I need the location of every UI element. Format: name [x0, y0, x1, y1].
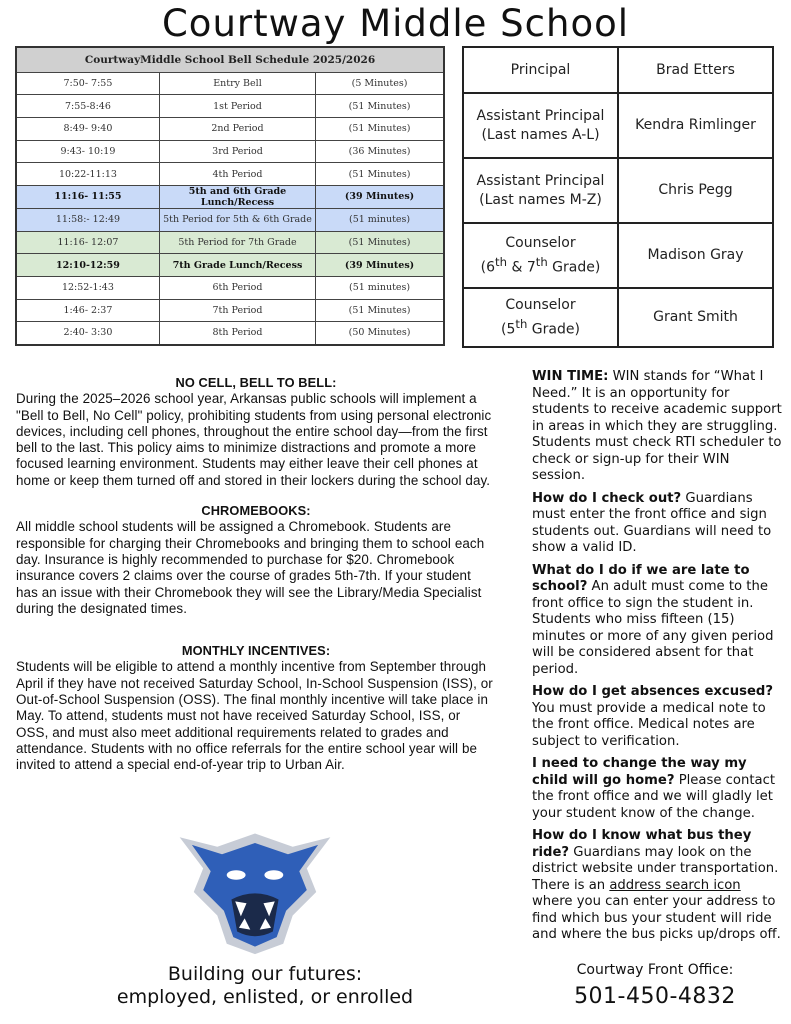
schedule-duration: (39 Minutes)	[316, 254, 444, 277]
faq-column	[532, 369, 782, 950]
schedule-period: 7th Grade Lunch/Recess	[159, 254, 315, 277]
schedule-row	[16, 117, 444, 140]
schedule-time: 12:52-1:43	[16, 277, 159, 300]
bell-schedule-table	[15, 46, 445, 346]
faq-item: How do I know what bus they ride? Guardians may look on the district website under transportation. There is an address search icon where you can enter your address to find which bus your student will ride and where the bus picks up/drops off.	[532, 828, 781, 942]
schedule-time: 2:40- 3:30	[16, 322, 159, 345]
schedule-time: 12:10-12:59	[16, 254, 159, 277]
staff-role: Assistant Principal (Last names M-Z)	[463, 158, 618, 223]
schedule-row	[16, 208, 444, 231]
staff-name: Brad Etters	[618, 47, 773, 93]
staff-role: Counselor (5th Grade)	[463, 288, 618, 347]
staff-role: Counselor (6th & 7th Grade)	[463, 223, 618, 288]
schedule-time: 11:16- 11:55	[16, 185, 159, 208]
schedule-period: 5th Period for 7th Grade	[159, 231, 315, 254]
section-heading: CHROMEBOOKS:	[201, 503, 311, 519]
office-label: Courtway Front Office:	[576, 962, 734, 978]
schedule-duration: (5 Minutes)	[316, 72, 444, 95]
staff-role: Principal	[463, 47, 618, 93]
schedule-period: 5th and 6th Grade Lunch/Recess	[159, 185, 315, 208]
schedule-duration: (51 minutes)	[316, 208, 444, 231]
schedule-period: 5th Period for 5th & 6th Grade	[159, 208, 315, 231]
schedule-row	[16, 163, 444, 186]
schedule-duration: (51 Minutes)	[316, 95, 444, 118]
page-title: Courtway Middle School	[161, 2, 630, 45]
schedule-period: 1st Period	[159, 95, 315, 118]
slogan: Building our futures: employed, enlisted, or enrolled	[116, 963, 414, 1008]
faq-item: How do I get absences excused? You must provide a medical note to the front office. Medical notes are subject to verification.	[532, 684, 774, 749]
schedule-time: 11:58:- 12:49	[16, 208, 159, 231]
panther-mascot-logo	[170, 826, 340, 956]
schedule-duration: (50 Minutes)	[316, 322, 444, 345]
schedule-row	[16, 299, 444, 322]
staff-name: Grant Smith	[618, 288, 773, 347]
schedule-duration: (36 Minutes)	[316, 140, 444, 163]
schedule-row	[16, 322, 444, 345]
section-body: Students will be eligible to attend a monthly incentive from September through April if they have not received Saturday School, In-School Suspension (ISS), or Out-of-School Suspension (OSS). The final monthly incentive will take place in May. To attend, students must not have received Saturday School, ISS, or OSS, and must also meet additional requirements related to grades and attendance. Students with no office referrals for the entire school year will be invited to attend a special end-of-year trip to Urban Air.	[16, 659, 493, 773]
schedule-time: 8:49- 9:40	[16, 117, 159, 140]
schedule-period: 4th Period	[159, 163, 315, 186]
bell-schedule-heading: CourtwayMiddle School Bell Schedule 2025/2026	[16, 47, 444, 72]
schedule-duration: (51 Minutes)	[316, 299, 444, 322]
schedule-row	[16, 72, 444, 95]
schedule-period: Entry Bell	[159, 72, 315, 95]
faq-item: WIN TIME: WIN stands for “What I Need.” It is an opportunity for students to receive academic support in areas in which they are struggling. Students must check RTI scheduler to check or sign-up for their WIN session.	[532, 369, 782, 483]
schedule-row	[16, 95, 444, 118]
section-body: All middle school students will be assigned a Chromebook. Students are responsible for charging their Chromebooks and bringing them to school each day. Insurance is highly recommended to purchase for $20. Chromebook insurance covers 2 claims over the course of grades 5th-7th. If your student has an issue with their Chromebook they will see the Library/Media Specialist during the designated times.	[16, 519, 485, 616]
staff-role: Assistant Principal (Last names A-L)	[463, 93, 618, 158]
front-office-contact	[560, 962, 750, 1009]
schedule-time: 10:22-11:13	[16, 163, 159, 186]
section-body: During the 2025–2026 school year, Arkansas public schools will implement a "Bell to Bell, No Cell" policy, prohibiting students from using personal electronic devices, including cell phones, throughout the entire school day—from the first bell to the last. This policy aims to minimize distractions and promote a more focused learning environment. Students may either leave their cell phones at home or keep them turned off and stored in their lockers during the school day.	[16, 391, 492, 488]
schedule-time: 7:50- 7:55	[16, 72, 159, 95]
schedule-time: 1:46- 2:37	[16, 299, 159, 322]
schedule-row	[16, 277, 444, 300]
staff-name: Madison Gray	[618, 223, 773, 288]
schedule-row	[16, 140, 444, 163]
schedule-period: 2nd Period	[159, 117, 315, 140]
schedule-time: 11:16- 12:07	[16, 231, 159, 254]
schedule-row	[16, 254, 444, 277]
schedule-period: 3rd Period	[159, 140, 315, 163]
section-heading: MONTHLY INCENTIVES:	[181, 643, 331, 659]
faq-item: I need to change the way my child will go home? Please contact the front office and we will gladly let your student know of the change.	[532, 756, 776, 821]
schedule-time: 9:43- 10:19	[16, 140, 159, 163]
policy-sections	[16, 375, 496, 788]
schedule-period: 6th Period	[159, 277, 315, 300]
schedule-duration: (51 Minutes)	[316, 117, 444, 140]
faq-item: What do I do if we are late to school? An adult must come to the front office to sign the student in. Students who miss fifteen (15) minutes or more of any given period will be considered absent for that period.	[532, 562, 774, 677]
schedule-row	[16, 231, 444, 254]
address-search-link[interactable]: address search icon	[609, 877, 741, 893]
staff-name: Chris Pegg	[618, 158, 773, 223]
schedule-row	[16, 185, 444, 208]
staff-table	[462, 46, 774, 348]
schedule-duration: (51 minutes)	[316, 277, 444, 300]
staff-name: Kendra Rimlinger	[618, 93, 773, 158]
schedule-duration: (51 Minutes)	[316, 231, 444, 254]
schedule-duration: (39 Minutes)	[316, 185, 444, 208]
schedule-period: 8th Period	[159, 322, 315, 345]
schedule-duration: (51 Minutes)	[316, 163, 444, 186]
office-phone[interactable]: 501-450-4832	[574, 984, 736, 1009]
section-heading: NO CELL, BELL TO BELL:	[175, 375, 337, 390]
schedule-period: 7th Period	[159, 299, 315, 322]
faq-item: How do I check out? Guardians must enter the front office and sign students out. Guardians will need to show a valid ID.	[532, 490, 772, 555]
schedule-time: 7:55-8:46	[16, 95, 159, 118]
